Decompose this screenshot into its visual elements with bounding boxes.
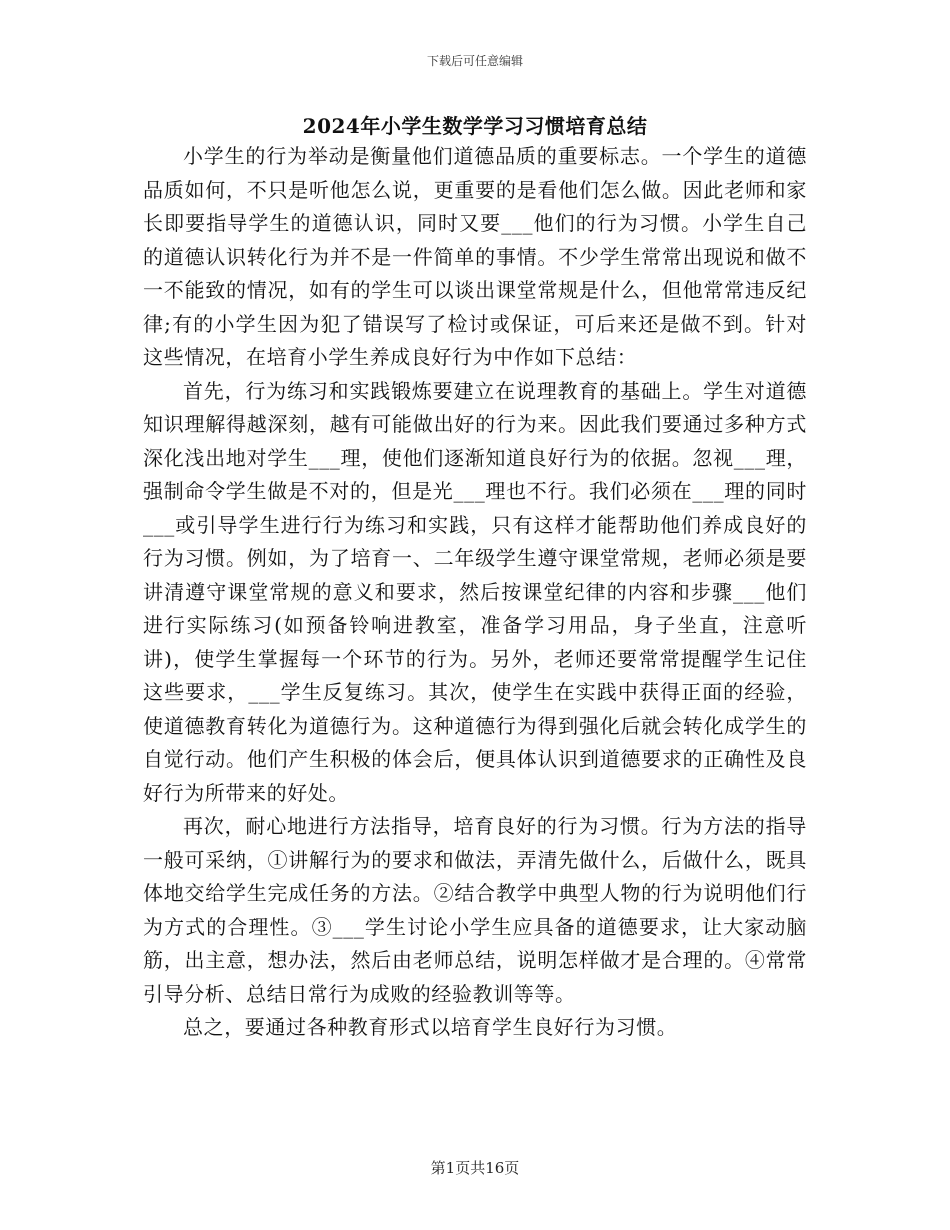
document-body <box>143 140 807 1045</box>
paragraph-4: 总之，要通过各种教育形式以培育学生良好行为习惯。 <box>183 1015 678 1039</box>
page-footer: 第1页共16页 <box>430 1159 520 1177</box>
paragraph-2: 首先，行为练习和实践锻炼要建立在说理教育的基础上。学生对道德知识理解得越深刻，越有可能做出好的行为来。因此我们要通过多种方式深化浅出地对学生___理，使他们逐渐知道良好行为的依据。忽视___理，强制命令学生做是不对的，但是光___理也不行。我们必须在___理的同时___或引导学生进行行为练习和实践，只有这样才能帮助他们养成良好的行为习惯。例如，为了培育一、二年级学生遵守课堂常规，老师必须是要讲清遵守课堂常规的意义和要求，然后按课堂纪律的内容和步骤___他们进行实际练习(如预备铃响进教室，准备学习用品，身子坐直，注意听讲)，使学生掌握每一个环节的行为。另外，老师还要常常提醒学生记住这些要求，___学生反复练习。其次，使学生在实践中获得正面的经验，使道德教育转化为道德行为。这种道德行为得到强化后就会转化成学生的自觉行动。他们产生积极的体会后，便具体认识到道德要求的正确性及良好行为所带来的好处。 <box>143 378 807 805</box>
header-note: 下载后可任意编辑 <box>426 54 523 68</box>
paragraph-3: 再次，耐心地进行方法指导，培育良好的行为习惯。行为方法的指导一般可采纳，①讲解行为的要求和做法，弄清先做什么，后做什么，既具体地交给学生完成任务的方法。②结合教学中典型人物的行为说明他们行为方式的合理性。③___学生讨论小学生应具备的道德要求，让大家动脑筋，出主意，想办法，然后由老师总结，说明怎样做才是合理的。④常常引导分析、总结日常行为成败的经验教训等等。 <box>143 814 807 1006</box>
document-title: 2024年小学生数学学习习惯培育总结 <box>302 114 648 138</box>
paragraph-1: 小学生的行为举动是衡量他们道德品质的重要标志。一个学生的道德品质如何，不只是听他怎么说，更重要的是看他们怎么做。因此老师和家长即要指导学生的道德认识，同时又要___他们的行为习惯。小学生自己的道德认识转化行为并不是一件简单的事情。不少学生常常出现说和做不一不能致的情况，如有的学生可以谈出课堂常规是什么，但他常常违反纪律;有的小学生因为犯了错误写了检讨或保证，可后来还是做不到。针对这些情况，在培育小学生养成良好行为中作如下总结： <box>143 144 807 369</box>
